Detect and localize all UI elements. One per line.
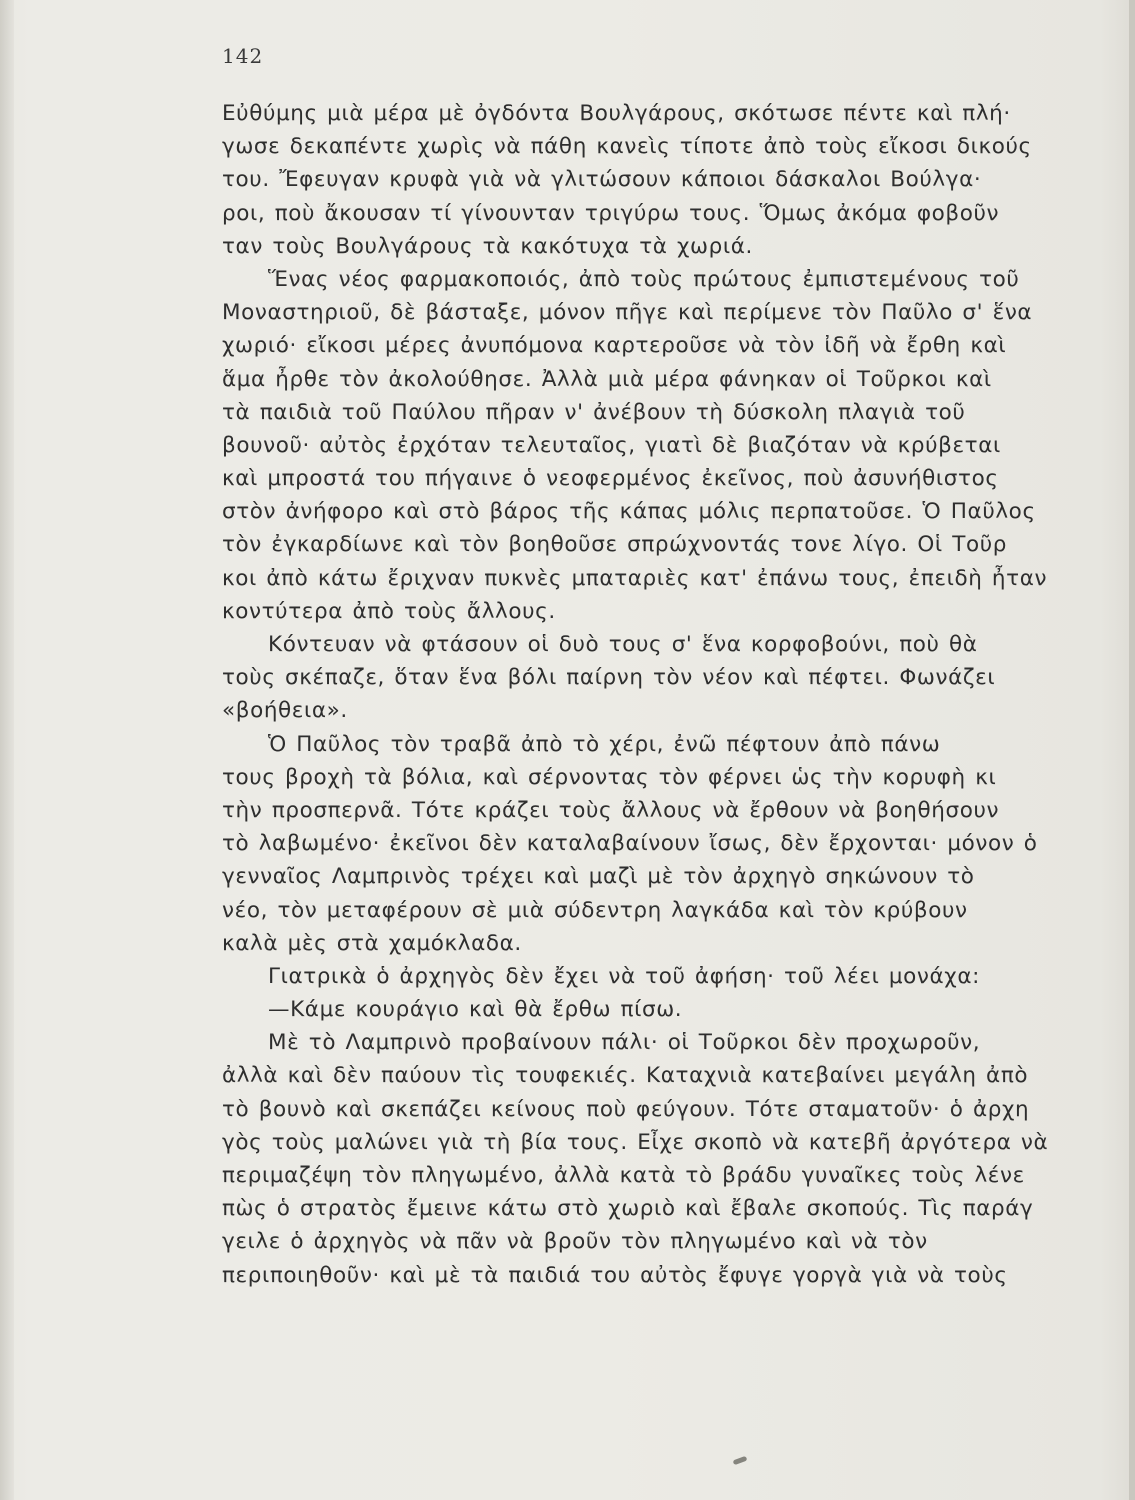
text-line: Κόντευαν νὰ φτάσουν οἱ δυὸ τους σ' ἕνα κορφοβούνι, ποὺ θὰ: [268, 632, 978, 657]
text-line: πὼς ὁ στρατὸς ἔμεινε κάτω στὸ χωριὸ καὶ ἔβαλε σκοπούς. Τὶς παράγ: [222, 1196, 1034, 1222]
text-line: βουνοῦ· αὐτὸς ἐρχόταν τελευταῖος, γιατὶ δὲ βιαζόταν νὰ κρύβεται: [222, 432, 1001, 458]
text-line: περιποιηθοῦν· καὶ μὲ τὰ παιδιά του αὐτὸς ἔφυγε γοργὰ γιὰ νὰ τοὺς: [222, 1262, 1008, 1288]
text-line: κοντύτερα ἀπὸ τοὺς ἄλλους.: [222, 598, 556, 624]
text-line: Μοναστηριοῦ, δὲ βάσταξε, μόνον πῆγε καὶ περίμενε τὸν Παῦλο σ' ἕνα: [222, 300, 1033, 326]
text-line: τὸν ἐγκαρδίωνε καὶ τὸν βοηθοῦσε σπρώχνοντάς τονε λίγο. Οἱ Τοῦρ: [222, 532, 1008, 558]
text-line: Εὐθύμης μιὰ μέρα μὲ ὀγδόντα Βουλγάρους, σκότωσε πέντε καὶ πλή·: [222, 101, 1011, 126]
text-line: του. Ἔφευγαν κρυφὰ γιὰ νὰ γλιτώσουν κάποιοι δάσκαλοι Βούλγα·: [222, 167, 982, 193]
text-line: Ὁ Παῦλος τὸν τραβᾶ ἀπὸ τὸ χέρι, ἐνῶ πέφτουν ἀπὸ πάνω: [268, 731, 941, 757]
text-line: —Κάμε κουράγιο καὶ θὰ ἔρθω πίσω.: [268, 997, 683, 1023]
binding-shadow: [0, 0, 14, 1500]
text-line: γὸς τοὺς μαλώνει γιὰ τὴ βία τους. Εἶχε σκοπὸ νὰ κατεβῆ ἀργότερα νὰ: [222, 1129, 1049, 1155]
text-line: ταν τοὺς Βουλγάρους τὰ κακότυχα τὰ χωριά.: [222, 233, 753, 259]
text-line: Γιατρικὰ ὁ ἀρχηγὸς δὲν ἔχει νὰ τοῦ ἀφήση· τοῦ λέει μονάχα:: [268, 963, 980, 989]
text-line: τὴν προσπερνᾶ. Τότε κράζει τοὺς ἄλλους νὰ ἔρθουν νὰ βοηθήσουν: [222, 797, 1000, 823]
text-line: νέο, τὸν μεταφέρουν σὲ μιὰ σύδεντρη λαγκάδα καὶ τὸν κρύβουν: [222, 897, 968, 923]
text-line: «βοήθεια».: [222, 698, 348, 724]
text-line: στὸν ἀνήφορο καὶ στὸ βάρος τῆς κάπας μόλις περπατοῦσε. Ὁ Παῦλος: [222, 499, 1036, 525]
page-edge: [1129, 0, 1135, 1500]
text-line: τὰ παιδιὰ τοῦ Παύλου πῆραν ν' ἀνέβουν τὴ δύσκολη πλαγιὰ τοῦ: [222, 399, 966, 425]
page-number: 142: [222, 44, 264, 68]
text-line: γωσε δεκαπέντε χωρὶς νὰ πάθη κανεὶς τίποτε ἀπὸ τοὺς εἴκοσι δικούς: [222, 134, 1032, 160]
text-line: Ἕνας νέος φαρμακοποιός, ἀπὸ τοὺς πρώτους ἐμπιστεμένους τοῦ: [268, 266, 1020, 292]
text-line: χωριό· εἴκοσι μέρες ἀνυπόμονα καρτεροῦσε νὰ τὸν ἰδῆ νὰ ἔρθη καὶ: [222, 333, 1007, 359]
ink-smudge: [733, 1456, 748, 1465]
text-line: ροι, ποὺ ἄκουσαν τί γίνουνταν τριγύρω τους. Ὅμως ἀκόμα φοβοῦν: [222, 200, 1000, 226]
text-line: ἅμα ἦρθε τὸν ἀκολούθησε. Ἀλλὰ μιὰ μέρα φάνηκαν οἱ Τοῦρκοι καὶ: [222, 366, 992, 392]
text-line: τὸ λαβωμένο· ἐκεῖνοι δὲν καταλαβαίνουν ἴσως, δὲν ἔρχονται· μόνον ὁ: [222, 831, 1038, 857]
text-line: τους βροχὴ τὰ βόλια, καὶ σέρνοντας τὸν φέρνει ὡς τὴν κορυφὴ κι: [222, 764, 997, 790]
text-line: γειλε ὁ ἀρχηγὸς νὰ πᾶν νὰ βροῦν τὸν πληγωμένο καὶ νὰ τὸν: [222, 1229, 928, 1255]
text-line: γενναῖος Λαμπρινὸς τρέχει καὶ μαζὶ μὲ τὸν ἀρχηγὸ σηκώνουν τὸ: [222, 864, 975, 890]
text-line: καὶ μπροστά του πήγαινε ὁ νεοφερμένος ἐκεῖνος, ποὺ ἀσυνήθιστος: [222, 466, 999, 492]
text-line: περιμαζέψη τὸν πληγωμένο, ἀλλὰ κατὰ τὸ βράδυ γυναῖκες τοὺς λένε: [222, 1163, 1025, 1188]
text-line: ἀλλὰ καὶ δὲν παύουν τὶς τουφεκιές. Καταχνιὰ κατεβαίνει μεγάλη ἀπὸ: [222, 1063, 1029, 1089]
text-line: κοι ἀπὸ κάτω ἔριχναν πυκνὲς μπαταριὲς κατ' ἐπάνω τους, ἐπειδὴ ἦταν: [222, 565, 1048, 591]
text-line: καλὰ μὲς στὰ χαμόκλαδα.: [222, 930, 522, 956]
text-line: τὸ βουνὸ καὶ σκεπάζει κείνους ποὺ φεύγουν. Τότε σταματοῦν· ὁ ἀρχη: [222, 1096, 1030, 1122]
text-line: τοὺς σκέπαζε, ὅταν ἕνα βόλι παίρνη τὸν νέον καὶ πέφτει. Φωνάζει: [222, 665, 996, 691]
text-line: Μὲ τὸ Λαμπρινὸ προβαίνουν πάλι· οἱ Τοῦρκοι δὲν προχωροῦν,: [268, 1030, 981, 1056]
body-text: [222, 97, 1102, 1292]
